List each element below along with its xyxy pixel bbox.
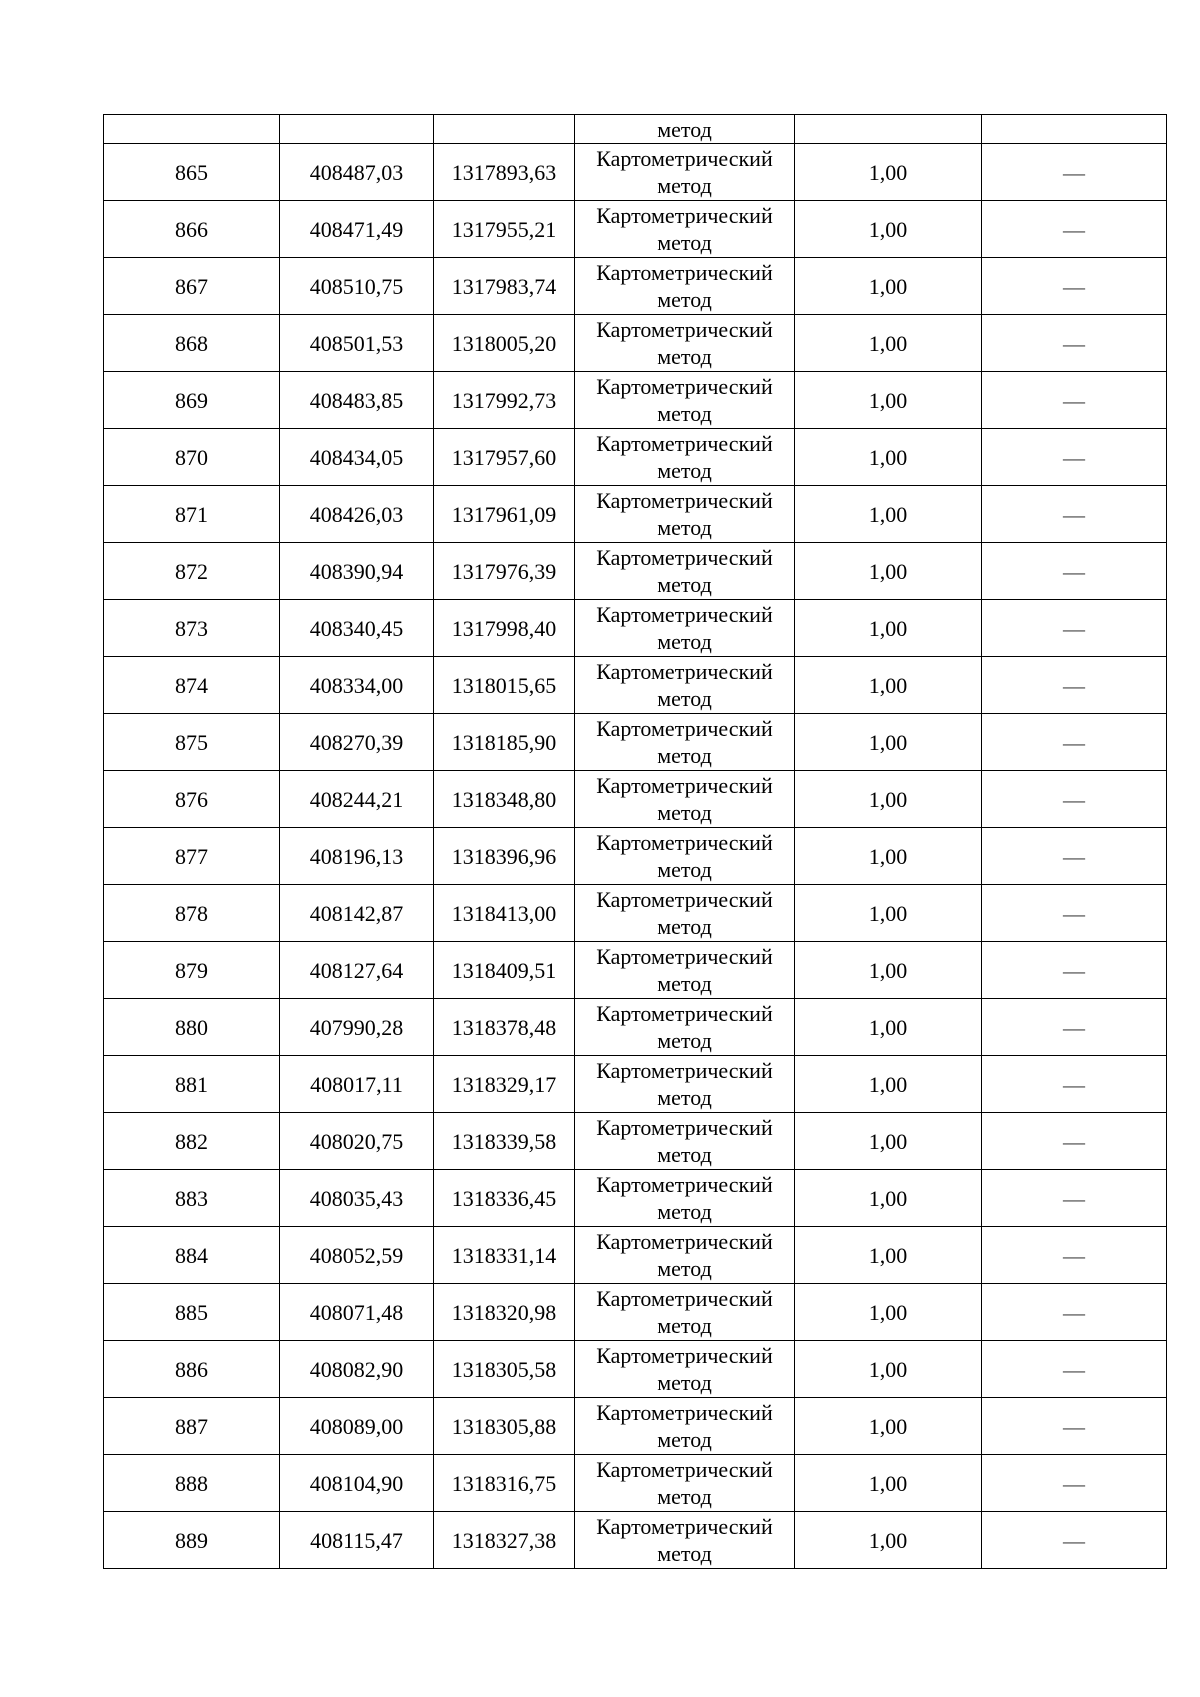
table-row: [104, 543, 1167, 600]
cell-accuracy: 1,00: [795, 942, 982, 999]
cell-y: 1317976,39: [434, 543, 575, 600]
cell-x: 408052,59: [280, 1227, 434, 1284]
cell-y: 1317893,63: [434, 144, 575, 201]
cell-y: 1318331,14: [434, 1227, 575, 1284]
cell-accuracy: 1,00: [795, 771, 982, 828]
table-row: [104, 1113, 1167, 1170]
method-line-2: метод: [657, 1199, 712, 1224]
cell-note: —: [982, 429, 1167, 486]
cell-accuracy: 1,00: [795, 258, 982, 315]
table-row: [104, 714, 1167, 771]
method-line-1: Картометрический: [596, 203, 773, 228]
cell-number: 867: [104, 258, 280, 315]
method-line-1: Картометрический: [596, 716, 773, 741]
cell-accuracy: 1,00: [795, 1512, 982, 1569]
cell-y: 1318185,90: [434, 714, 575, 771]
cell-accuracy: 1,00: [795, 144, 982, 201]
table-row: [104, 771, 1167, 828]
cell-note: —: [982, 258, 1167, 315]
cell-x: 408071,48: [280, 1284, 434, 1341]
cell-method: [575, 486, 795, 543]
cell-accuracy: 1,00: [795, 1170, 982, 1227]
cell-x: [280, 115, 434, 144]
method-line-1: Картометрический: [596, 146, 773, 171]
cell-y: 1317961,09: [434, 486, 575, 543]
cell-note: —: [982, 1455, 1167, 1512]
cell-method: [575, 999, 795, 1056]
method-line-1: Картометрический: [596, 431, 773, 456]
cell-method: метод: [575, 115, 795, 144]
method-line-2: метод: [657, 629, 712, 654]
cell-note: —: [982, 1284, 1167, 1341]
method-line-2: метод: [657, 458, 712, 483]
cell-note: —: [982, 657, 1167, 714]
table-row: [104, 201, 1167, 258]
method-line-1: Картометрический: [596, 944, 773, 969]
cell-method: [575, 942, 795, 999]
cell-number: 873: [104, 600, 280, 657]
table-row: [104, 885, 1167, 942]
method-line-1: Картометрический: [596, 1001, 773, 1026]
cell-method: [575, 1341, 795, 1398]
method-line-2: метод: [657, 344, 712, 369]
cell-accuracy: 1,00: [795, 1455, 982, 1512]
cell-note: —: [982, 714, 1167, 771]
cell-accuracy: 1,00: [795, 201, 982, 258]
method-line-1: Картометрический: [596, 545, 773, 570]
cell-note: —: [982, 1512, 1167, 1569]
cell-x: 408434,05: [280, 429, 434, 486]
cell-x: 408426,03: [280, 486, 434, 543]
table-row: [104, 1341, 1167, 1398]
cell-method: [575, 1113, 795, 1170]
cell-method: [575, 1455, 795, 1512]
cell-number: 875: [104, 714, 280, 771]
method-line-1: Картометрический: [596, 1115, 773, 1140]
cell-x: 408104,90: [280, 1455, 434, 1512]
cell-y: 1318336,45: [434, 1170, 575, 1227]
method-line-1: Картометрический: [596, 1286, 773, 1311]
cell-number: 888: [104, 1455, 280, 1512]
table-row: [104, 942, 1167, 999]
cell-x: 408340,45: [280, 600, 434, 657]
cell-number: 871: [104, 486, 280, 543]
cell-note: —: [982, 1341, 1167, 1398]
method-line-1: Картометрический: [596, 659, 773, 684]
cell-y: 1318378,48: [434, 999, 575, 1056]
method-line-2: метод: [657, 1085, 712, 1110]
method-line-1: Картометрический: [596, 374, 773, 399]
cell-y: 1317992,73: [434, 372, 575, 429]
table-row: [104, 657, 1167, 714]
cell-method: [575, 657, 795, 714]
cell-x: 408020,75: [280, 1113, 434, 1170]
table-row: [104, 999, 1167, 1056]
cell-method: [575, 828, 795, 885]
cell-note: —: [982, 828, 1167, 885]
table-row: [104, 1284, 1167, 1341]
cell-method: [575, 714, 795, 771]
cell-x: 408089,00: [280, 1398, 434, 1455]
cell-note: —: [982, 942, 1167, 999]
cell-method: [575, 1227, 795, 1284]
cell-note: —: [982, 315, 1167, 372]
table-row: [104, 1056, 1167, 1113]
method-line-2: метод: [657, 914, 712, 939]
cell-x: 408270,39: [280, 714, 434, 771]
table-row: [104, 828, 1167, 885]
cell-number: 889: [104, 1512, 280, 1569]
cell-y: 1317998,40: [434, 600, 575, 657]
cell-accuracy: 1,00: [795, 1284, 982, 1341]
method-line-2: метод: [657, 743, 712, 768]
cell-number: 876: [104, 771, 280, 828]
method-line-2: метод: [657, 1256, 712, 1281]
cell-y: 1318413,00: [434, 885, 575, 942]
cell-y: 1318329,17: [434, 1056, 575, 1113]
cell-y: 1318305,58: [434, 1341, 575, 1398]
cell-accuracy: 1,00: [795, 714, 982, 771]
cell-x: 408471,49: [280, 201, 434, 258]
cell-x: 408142,87: [280, 885, 434, 942]
table-row: [104, 1227, 1167, 1284]
method-line-1: Картометрический: [596, 773, 773, 798]
cell-y: 1318339,58: [434, 1113, 575, 1170]
cell-method: [575, 372, 795, 429]
method-line-2: метод: [657, 401, 712, 426]
cell-number: 877: [104, 828, 280, 885]
method-line-2: метод: [657, 1484, 712, 1509]
cell-y: [434, 115, 575, 144]
cell-x: 408115,47: [280, 1512, 434, 1569]
cell-accuracy: [795, 115, 982, 144]
table-row: [104, 258, 1167, 315]
method-line-1: Картометрический: [596, 830, 773, 855]
cell-y: 1318305,88: [434, 1398, 575, 1455]
cell-number: 885: [104, 1284, 280, 1341]
method-line-1: Картометрический: [596, 260, 773, 285]
cell-y: 1317957,60: [434, 429, 575, 486]
table-row: [104, 1512, 1167, 1569]
cell-accuracy: 1,00: [795, 543, 982, 600]
method-line-2: метод: [657, 800, 712, 825]
cell-note: [982, 115, 1167, 144]
cell-y: 1318015,65: [434, 657, 575, 714]
cell-y: 1318005,20: [434, 315, 575, 372]
cell-method: [575, 201, 795, 258]
cell-accuracy: 1,00: [795, 999, 982, 1056]
cell-note: —: [982, 1056, 1167, 1113]
method-line-2: метод: [657, 971, 712, 996]
cell-number: 872: [104, 543, 280, 600]
cell-note: —: [982, 999, 1167, 1056]
cell-accuracy: 1,00: [795, 1227, 982, 1284]
cell-method: [575, 429, 795, 486]
cell-number: 882: [104, 1113, 280, 1170]
table-row: [104, 1455, 1167, 1512]
method-line-2: метод: [657, 287, 712, 312]
cell-note: —: [982, 1170, 1167, 1227]
cell-x: 408196,13: [280, 828, 434, 885]
cell-accuracy: 1,00: [795, 828, 982, 885]
method-line-2: метод: [657, 230, 712, 255]
method-line-1: Картометрический: [596, 1457, 773, 1482]
method-line-2: метод: [657, 515, 712, 540]
cell-method: [575, 315, 795, 372]
cell-number: 881: [104, 1056, 280, 1113]
table-row: [104, 600, 1167, 657]
cell-method: [575, 1512, 795, 1569]
cell-y: 1318348,80: [434, 771, 575, 828]
cell-y: 1318327,38: [434, 1512, 575, 1569]
cell-number: 870: [104, 429, 280, 486]
cell-x: 408501,53: [280, 315, 434, 372]
method-line-2: метод: [657, 572, 712, 597]
cell-note: —: [982, 1227, 1167, 1284]
cell-method: [575, 1170, 795, 1227]
cell-accuracy: 1,00: [795, 657, 982, 714]
cell-number: 869: [104, 372, 280, 429]
cell-number: 874: [104, 657, 280, 714]
cell-number: 883: [104, 1170, 280, 1227]
cell-y: 1318409,51: [434, 942, 575, 999]
cell-note: —: [982, 486, 1167, 543]
cell-y: 1317955,21: [434, 201, 575, 258]
cell-method: [575, 1398, 795, 1455]
cell-accuracy: 1,00: [795, 315, 982, 372]
method-line-2: метод: [657, 857, 712, 882]
method-line-2: метод: [657, 1313, 712, 1338]
cell-number: 887: [104, 1398, 280, 1455]
continuation-row: [104, 115, 1167, 144]
cell-method: [575, 600, 795, 657]
table-row: [104, 372, 1167, 429]
cell-x: 408487,03: [280, 144, 434, 201]
cell-method: [575, 258, 795, 315]
cell-number: 866: [104, 201, 280, 258]
cell-method: [575, 543, 795, 600]
method-line-1: Картометрический: [596, 488, 773, 513]
cell-number: [104, 115, 280, 144]
cell-accuracy: 1,00: [795, 1398, 982, 1455]
coordinates-table: [103, 114, 1167, 1569]
cell-note: —: [982, 1113, 1167, 1170]
method-line-1: Картометрический: [596, 317, 773, 342]
table-row: [104, 315, 1167, 372]
table-body: [104, 115, 1167, 1569]
cell-y: 1317983,74: [434, 258, 575, 315]
cell-number: 865: [104, 144, 280, 201]
method-line-2: метод: [657, 1541, 712, 1566]
cell-x: 408334,00: [280, 657, 434, 714]
cell-note: —: [982, 372, 1167, 429]
method-line-1: Картометрический: [596, 1058, 773, 1083]
method-line-1: Картометрический: [596, 1229, 773, 1254]
cell-number: 880: [104, 999, 280, 1056]
table-row: [104, 1170, 1167, 1227]
method-line-2: метод: [657, 173, 712, 198]
cell-method: [575, 885, 795, 942]
cell-method: [575, 144, 795, 201]
cell-accuracy: 1,00: [795, 486, 982, 543]
cell-x: 408244,21: [280, 771, 434, 828]
method-line-2: метод: [657, 1427, 712, 1452]
cell-x: 408483,85: [280, 372, 434, 429]
cell-note: —: [982, 885, 1167, 942]
cell-note: —: [982, 543, 1167, 600]
table-row: [104, 144, 1167, 201]
cell-y: 1318396,96: [434, 828, 575, 885]
cell-accuracy: 1,00: [795, 1056, 982, 1113]
cell-method: [575, 771, 795, 828]
table-row: [104, 486, 1167, 543]
cell-number: 868: [104, 315, 280, 372]
table-row: [104, 1398, 1167, 1455]
method-line-2: метод: [657, 1370, 712, 1395]
cell-y: 1318316,75: [434, 1455, 575, 1512]
method-line-1: Картометрический: [596, 1400, 773, 1425]
cell-x: 408035,43: [280, 1170, 434, 1227]
method-line-1: Картометрический: [596, 1172, 773, 1197]
cell-accuracy: 1,00: [795, 1341, 982, 1398]
cell-note: —: [982, 201, 1167, 258]
cell-accuracy: 1,00: [795, 372, 982, 429]
cell-x: 408082,90: [280, 1341, 434, 1398]
cell-x: 408017,11: [280, 1056, 434, 1113]
cell-note: —: [982, 600, 1167, 657]
method-line-2: метод: [657, 1028, 712, 1053]
cell-method: [575, 1056, 795, 1113]
cell-y: 1318320,98: [434, 1284, 575, 1341]
cell-method: [575, 1284, 795, 1341]
method-line-2: метод: [657, 686, 712, 711]
cell-accuracy: 1,00: [795, 1113, 982, 1170]
cell-number: 886: [104, 1341, 280, 1398]
cell-number: 884: [104, 1227, 280, 1284]
cell-accuracy: 1,00: [795, 885, 982, 942]
cell-x: 408390,94: [280, 543, 434, 600]
cell-note: —: [982, 771, 1167, 828]
method-line-1: Картометрический: [596, 602, 773, 627]
cell-accuracy: 1,00: [795, 429, 982, 486]
method-line-1: Картометрический: [596, 1343, 773, 1368]
cell-accuracy: 1,00: [795, 600, 982, 657]
cell-number: 878: [104, 885, 280, 942]
method-line-1: Картометрический: [596, 887, 773, 912]
cell-note: —: [982, 1398, 1167, 1455]
method-line-2: метод: [657, 1142, 712, 1167]
cell-x: 407990,28: [280, 999, 434, 1056]
cell-x: 408127,64: [280, 942, 434, 999]
method-line-1: Картометрический: [596, 1514, 773, 1539]
cell-note: —: [982, 144, 1167, 201]
cell-x: 408510,75: [280, 258, 434, 315]
table-row: [104, 429, 1167, 486]
cell-number: 879: [104, 942, 280, 999]
